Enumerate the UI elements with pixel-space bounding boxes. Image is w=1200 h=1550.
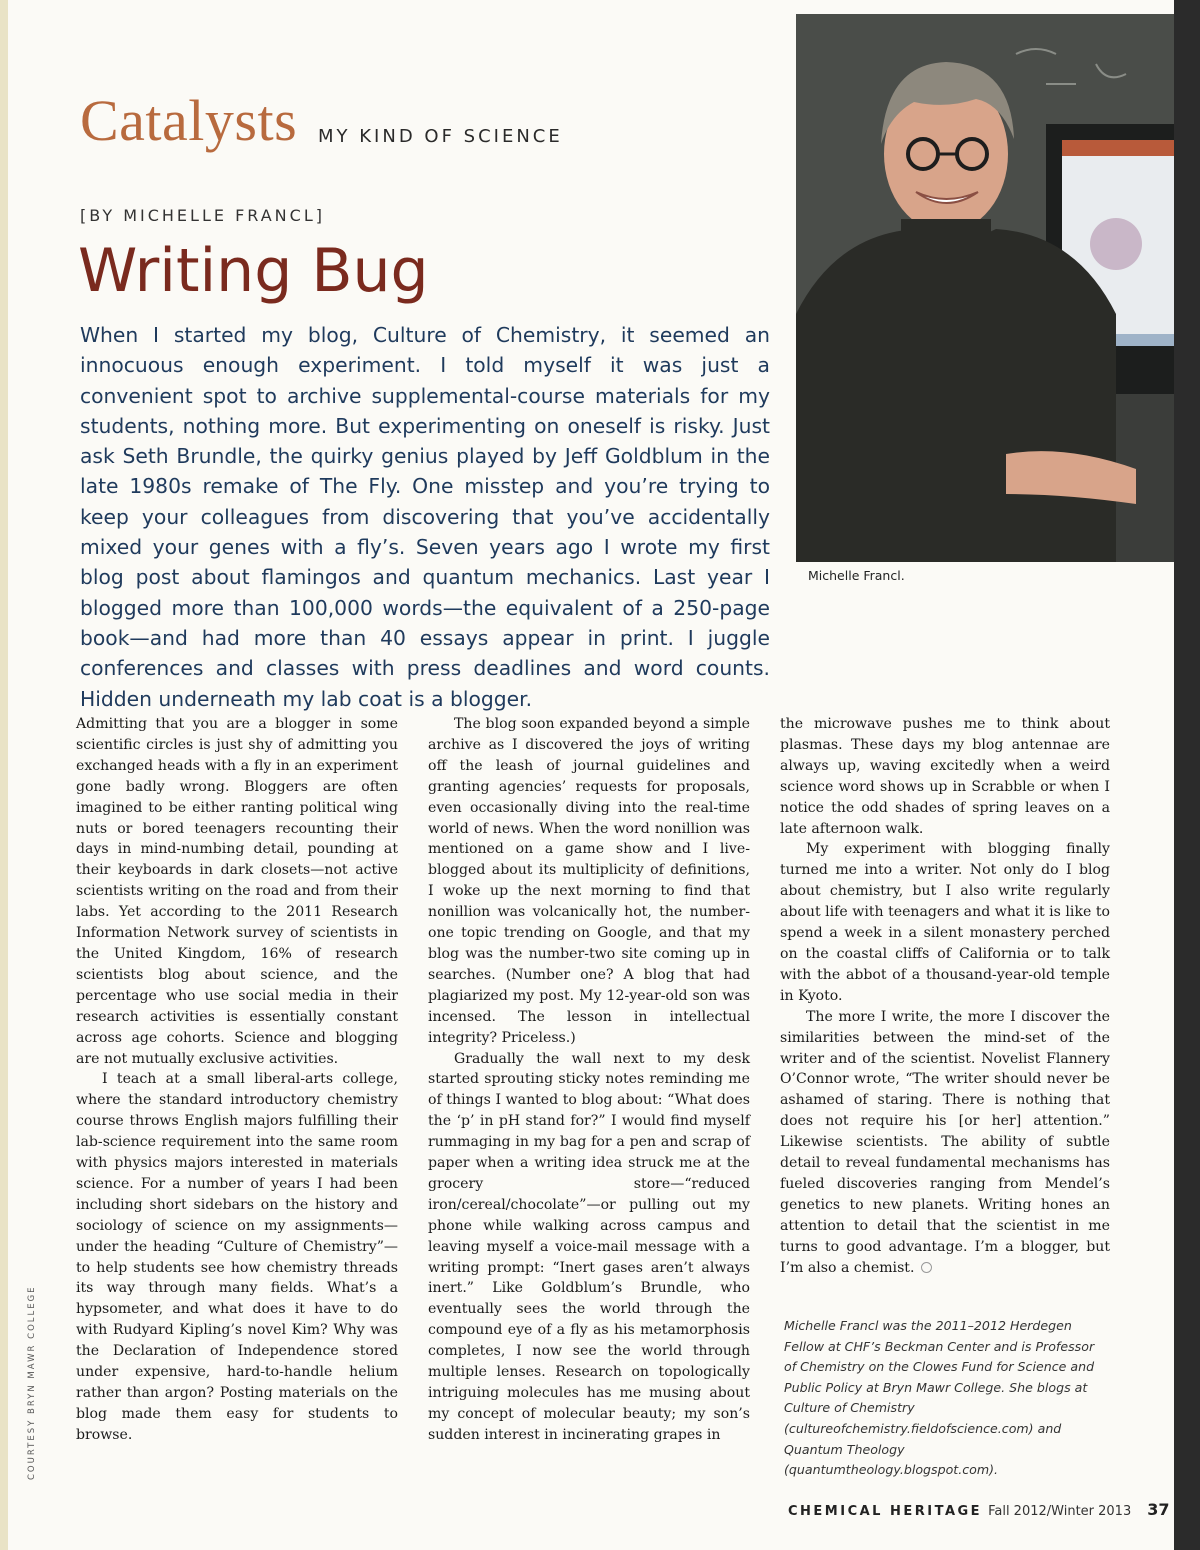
section-subtitle: MY KIND OF SCIENCE [318, 126, 563, 147]
body-paragraph: the microwave pushes me to think about plasmas. These days my blog antennae are always up, waving excitedly when a weird science word shows up in Scrabble or when I notice the odd shades of spring leaves on a late afternoon walk. [780, 716, 1110, 837]
body-column-3 [780, 714, 1110, 1278]
photo-credit: COURTESY BRYN MAWR COLLEGE [27, 1285, 37, 1480]
page-footer [788, 1500, 1170, 1519]
body-paragraph: Gradually the wall next to my desk started sprouting sticky notes reminding me of things I wanted to blog about: “What does the ‘p’ in pH stand for?” I would find myself rummaging in my bag for a pen and scrap of paper when a writing idea struck me at the grocery store—“reduced iron/cereal/chocolate”—or pulling out my phone while walking across campus and leaving myself a voice-mail message with a writing prompt: “Inert gases aren’t always inert.” Like Goldblum’s Brundle, who eventually sees the world through the compound eye of a fly as his metamorphosis completes, I now see the world through multiple lenses. Research on topologically intriguing molecules has me musing about my concept of molecular beauty; my son’s sudden interest in incinerating grapes in [428, 1050, 750, 1443]
end-mark-icon [921, 1262, 932, 1273]
magazine-page [8, 0, 1174, 1550]
body-column-2 [428, 714, 750, 1446]
body-paragraph: The blog soon expanded beyond a simple archive as I discovered the joys of writing off the leash of journal guidelines and granting agencies’ requests for proposals, even occasionally diving into the real-time world of news. When the word nonillion was mentioned on a game show and I live-blogged about its multiplicity of definitions, I woke up the next morning to find that nonillion was volcanically hot, the number-one topic trending on Google, and that my blog was the number-two site coming up in searches. (Number one? A blog that had plagiarized my post. My 12-year-old son was incensed. The lesson in intellectual integrity? Priceless.) [428, 716, 750, 1046]
photo-caption: Michelle Francl. [808, 568, 905, 583]
lede-paragraph [80, 320, 770, 714]
body-paragraph: Admitting that you are a blogger in some scientific circles is just shy of admitting you exchanged heads with a fly in an experiment gone badly wrong. Bloggers are often imagined to be either ranting political wing nuts or bored teenagers recounting their days in mind-numbing detail, pounding at their keyboards in dark closets—not active scientists writing on the road and from their labs. Yet according to the 2011 Research Information Network survey of scientists in the United Kingdom, 16% of research scientists blog about science, and the percentage who use social media in their research activities is essentially constant across age cohorts. Science and blogging are not mutually exclusive activities. [76, 716, 398, 1067]
author-bio: Michelle Francl was the 2011–2012 Herdegen Fellow at CHF’s Beckman Center and is Professor of Chemistry on the Clowes Fund for Science and Public Policy at Bryn Mawr College. She blogs at Culture of Chemistry (cultureofchemistry.fieldofscience.com) and Quantum Theology (quantumtheology.blogspot.com). [784, 1318, 1095, 1478]
body-paragraph-last [780, 1007, 1110, 1279]
author-photo [796, 14, 1174, 562]
author-photo-illustration [796, 14, 1174, 562]
lede-text: When I started my blog, Culture of Chemistry, it seemed an innocuous enough experiment. I told myself it was just a convenient spot to archive supplemental-course materials for my students, nothing more. But experimenting on oneself is risky. Just ask Seth Brundle, the quirky genius played by Jeff Goldblum in the late 1980s remake of The Fly. One misstep and you’re trying to keep your colleagues from discovering that you’ve accidentally mixed your genes with a fly’s. Seven years ago I wrote my first blog post about flamingos and quantum mechanics. Last year I blogged more than 100,000 words—the equivalent of a 250-page book—and had more than 40 essays appear in print. I juggle conferences and classes with press deadlines and word counts. Hidden underneath my lab coat is a blogger. [80, 323, 770, 711]
scan-background [1174, 0, 1200, 1550]
binding-edge [0, 0, 8, 1550]
magazine-name: CHEMICAL HERITAGE [788, 1504, 983, 1519]
issue-date: Fall 2012/Winter 2013 [988, 1504, 1132, 1519]
byline: [BY MICHELLE FRANCL] [80, 206, 325, 225]
body-column-1 [76, 714, 398, 1446]
body-paragraph: I teach at a small liberal-arts college, where the standard introductory chemistry course throws English majors fulfilling their lab-science requirement into the same room with physics majors interested in materials science. For a number of years I had been including short sidebars on the history and sociology of science on my assignments—under the heading “Culture of Chemistry”—to help students see how chemistry threads its way through many fields. What’s a hypsometer, and what does it have to do with Rudyard Kipling’s novel Kim? Why was the Declaration of Independence stored under expensive, hard-to-handle helium rather than argon? Posting materials on the blog made them easy for students to browse. [76, 1071, 398, 1443]
body-paragraph: The more I write, the more I discover the similarities between the mind-set of the writer and of the scientist. Novelist Flannery O’Connor wrote, “The writer should never be ashamed of staring. There is nothing that does not require his [or her] attention.” Likewise scientists. The ability of subtle detail to reveal fundamental mechanisms has fueled discoveries ranging from Mendel’s genetics to new planets. Writing hones an attention to detail that the scientist in me turns to good advantage. I’m a blogger, but I’m also a chemist. [780, 1008, 1110, 1276]
section-title: Catalysts [80, 88, 298, 153]
body-paragraph: My experiment with blogging finally turned me into a writer. Not only do I blog about chemistry, but I also write regularly about life with teenagers and what it is like to spend a week in a silent monastery perched on the coastal cliffs of California or to talk with the abbot of a thousand-year-old temple in Kyoto. [780, 841, 1110, 1004]
page-number: 37 [1147, 1500, 1170, 1519]
article-headline: Writing Bug [78, 236, 429, 306]
